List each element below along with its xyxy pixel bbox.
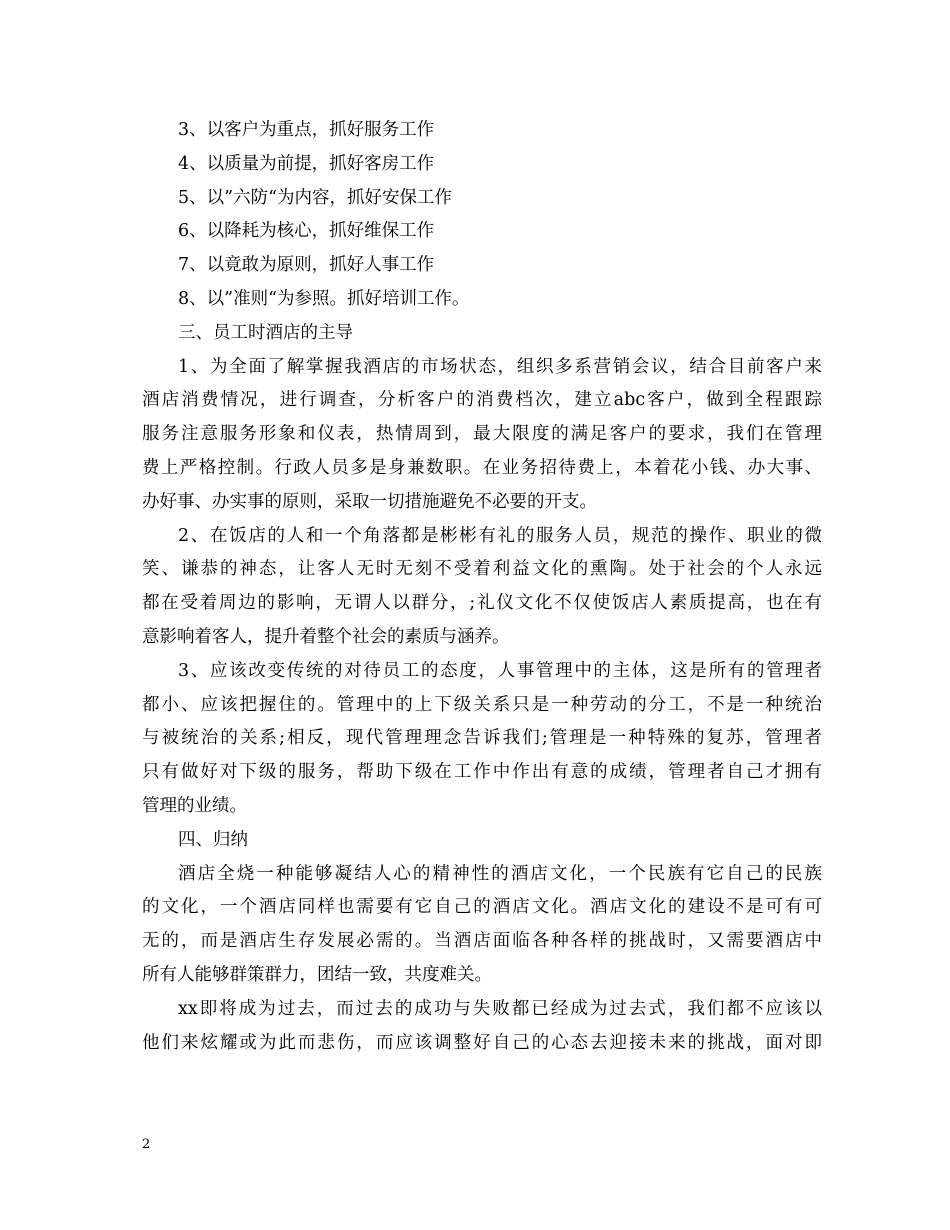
paragraph-line: 2、在饭店的人和一个角落都是彬彬有礼的服务人员，规范的操作、职业的微 — [178, 525, 822, 546]
paragraph — [142, 520, 822, 655]
paragraph-line: 笑、谦恭的神态，让客人无时无刻不受着利益文化的熏陶。处于社会的个人永远 — [142, 559, 822, 580]
paragraph-line: 意影响着客人，提升着整个社会的素质与涵养。 — [142, 626, 510, 647]
section-heading: 四、归纳 — [178, 829, 248, 850]
paragraph-line: 3、应该改变传统的对待员工的态度，人事管理中的主体，这是所有的管理者 — [178, 660, 822, 681]
list-item: 7、以竟敢为原则，抓好人事工作 — [178, 255, 435, 276]
paragraph-line: 他们来炫耀或为此而悲伤，而应该调整好自己的心态去迎接未来的挑战，面对即 — [142, 1032, 822, 1053]
paragraph-line: 酒店消费情况，进行调查，分析客户的消费档次，建立abc客户，做到全程跟踪 — [142, 390, 822, 411]
list-item: 8、以”准则“为参照。抓好培训工作。 — [178, 288, 470, 309]
paragraph-line: 都在受着周边的影响，无谓人以群分，;礼仪文化不仅使饭店人素质提高，也在有 — [142, 593, 822, 614]
paragraph-line: 1、为全面了解掌握我酒店的市场状态，组织多系营销会议，结合目前客户来 — [178, 356, 822, 377]
paragraph-line: 都小、应该把握住的。管理中的上下级关系只是一种劳动的分工，不是一种统治 — [142, 694, 822, 715]
paragraph-line: xx即将成为过去，而过去的成功与失败都已经成为过去式，我们都不应该以 — [178, 998, 822, 1019]
list-item: 4、以质量为前提，抓好客房工作 — [178, 153, 435, 174]
paragraph — [142, 858, 822, 993]
page-number: 2 — [142, 1137, 151, 1152]
paragraph-line: 无的，而是酒店生存发展必需的。当酒店面临各种各样的挑战时，又需要酒店中 — [142, 931, 822, 952]
paragraph-line: 的文化，一个酒店同样也需要有它自己的酒店文化。酒店文化的建设不是可有可 — [142, 897, 822, 918]
paragraph — [142, 993, 822, 1061]
list-item: 6、以降耗为核心，抓好维保工作 — [178, 221, 435, 242]
paragraph-line: 办好事、办实事的原则，采取一切措施避免不必要的开支。 — [142, 491, 597, 512]
paragraph — [142, 655, 822, 824]
paragraph-line: 只有做好对下级的服务，帮助下级在工作中作出有意的成绩，管理者自己才拥有 — [142, 762, 822, 783]
paragraph-line: 所有人能够群策群力，团结一致，共度难关。 — [142, 964, 492, 985]
paragraph-line: 酒店全烧一种能够凝结人心的精神性的酒店文化，一个民族有它自己的民族 — [178, 863, 822, 884]
list-item: 5、以”六防“为内容，抓好安保工作 — [178, 187, 453, 208]
list-item: 3、以客户为重点，抓好服务工作 — [178, 120, 435, 140]
paragraph-line: 费上严格控制。行政人员多是身兼数职。在业务招待费上，本着花小钱、办大事、 — [142, 457, 822, 478]
paragraph-line: 服务注意服务形象和仪表，热情周到，最大限度的满足客户的要求，我们在管理 — [142, 424, 822, 445]
document-body — [142, 114, 822, 1060]
paragraph — [142, 351, 822, 520]
paragraph-line: 与被统治的关系;相反，现代管理理念告诉我们;管理是一种特殊的复苏，管理者 — [142, 728, 822, 749]
paragraph-line: 管理的业绩。 — [142, 795, 247, 816]
section-heading: 三、员工时酒店的主导 — [178, 322, 353, 343]
